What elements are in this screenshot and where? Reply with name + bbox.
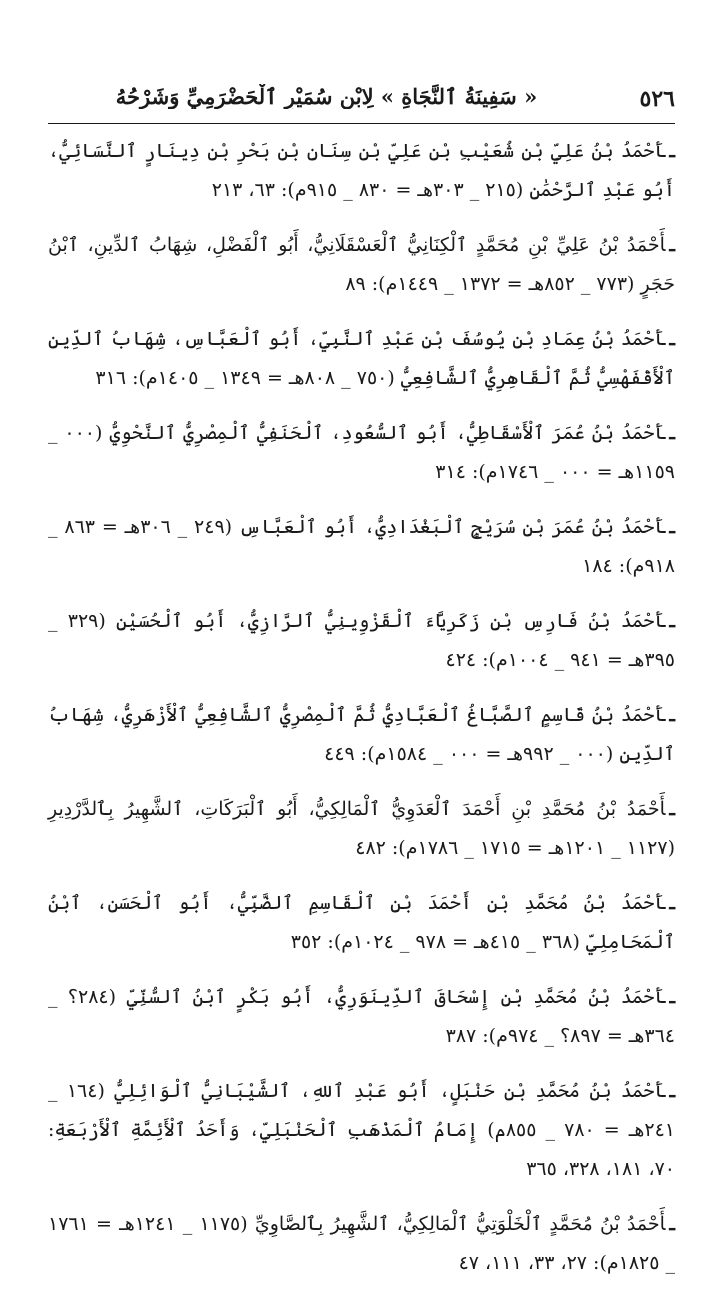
index-entry-text: أَحْمَدُ بْنُ مُحَمَّدِ بْنِ أَحْمَدَ بْنِ ٱلْقَاسِمِ ٱلضَّبِّيُّ، أَبُو ٱلْحَسَنِ، ٱبْنُ ٱلْمَحَامِلِيِّ (٣٦٨ _ ٤١٥هـ = ٩٧٨ _ ١٠٢٤م): ٣٥٢ [48,892,675,953]
index-entry: ـأَحْمَدُ بْنُ فَارِسِ بْنِ زَكَرِيَّاءَ ٱلْقَزْوِينِيُّ ٱلرَّازِيُّ، أَبُو ٱلْحُسَيْنِ (٣٢٩ _ ٣٩٥هـ = ٩٤١ _ ١٠٠٤م): ٤٢٤ [48,610,675,671]
index-entry: ـأَحْمَدُ بْنُ قَاسِمٍ ٱلصَّبَّاغُ ٱلْعَبَّادِيُّ ثُمَّ ٱلْمِصْرِيُّ ٱلشَّافِعِيُّ ٱلْأَزْهَرِيُّ، شِهَابُ ٱلدِّينِ (٠٠٠ _ ٩٩٢هـ = ٠٠٠ _ ١٥٨٤م): ٤٤٩ [48,704,675,765]
index-entry-list [48,132,675,1299]
index-entry-text: أَحْمَدُ بْنُ عَلِيِّ بْنِ مُحَمَّدٍ ٱلْكِنَانِيُّ ٱلْعَسْقَلَانِيُّ، أَبُو ٱلْفَضْلِ، شِهَابُ ٱلدِّينِ، ٱبْنُ حَجَرٍ (٧٧٣ _ ٨٥٢هـ = ١٣٧٢ _ ١٤٤٩م): ٨٩ [48,234,675,295]
index-entry-text: أَحْمَدُ بْنُ قَاسِمٍ ٱلصَّبَّاغُ ٱلْعَبَّادِيُّ ثُمَّ ٱلْمِصْرِيُّ ٱلشَّافِعِيُّ ٱلْأَزْهَرِيُّ، شِهَابُ ٱلدِّينِ (٠٠٠ _ ٩٩٢هـ = ٠٠٠ _ ١٥٨٤م): ٤٤٩ [48,704,675,765]
header-divider [48,123,675,124]
index-entry-text: أَحْمَدُ بْنُ عِمَادِ بْنِ يُوسُفَ بْنِ عَبْدِ ٱلنَّبِيِّ، أَبُو ٱلْعَبَّاسِ، شِهَابُ ٱلدِّينِ ٱلْأَقْفَهْسِيُّ ثُمَّ ٱلْقَاهِرِيُّ ٱلشَّافِعِيُّ (٧٥٠ _ ٨٠٨هـ = ١٣٤٩ _ ١٤٠٥م): ٣١٦ [48,328,675,389]
index-entry-text: أَحْمَدُ بْنُ مُحَمَّدٍ ٱلْخَلْوَتِيُّ ٱلْمَالِكِيُّ، ٱلشَّهِيرُ بِٱلصَّاوِيِّ (١١٧٥ _ ١٢٤١هـ = ١٧٦١ _ ١٨٢٥م): ٢٧، ٣٣، ١١١، ٤٧ [48,1213,675,1274]
index-entry: ـأَحْمَدُ بْنُ مُحَمَّدِ بْنِ أَحْمَدَ بْنِ ٱلْقَاسِمِ ٱلضَّبِّيُّ، أَبُو ٱلْحَسَنِ، ٱبْنُ ٱلْمَحَامِلِيِّ (٣٦٨ _ ٤١٥هـ = ٩٧٨ _ ١٠٢٤م): ٣٥٢ [48,892,675,953]
index-entry-text: أَحْمَدُ بْنُ مُحَمَّدِ بْنِ إِسْحَاقَ ٱلدِّينَوَرِيُّ، أَبُو بَكْرٍ ٱبْنُ ٱلسُّنِّيِّ (٢٨٤؟ _ ٣٦٤هـ = ٨٩٧؟ _ ٩٧٤م): ٣٨٧ [48,986,675,1047]
index-entry: ـأَحْمَدُ بْنُ عُمَرَ ٱلْأَسْقَاطِيُّ، أَبُو ٱلسُّعُودِ، ٱلْحَنَفِيُّ ٱلْمِصْرِيُّ ٱلنَّحْوِيُّ (٠٠٠ _ ١١٥٩هـ = ٠٠٠ _ ١٧٤٦م): ٣١٤ [48,422,675,483]
index-entry-text: أَحْمَدُ بْنُ عَلِيِّ بْنِ شُعَيْبِ بْنِ عَلِيِّ بْنِ سِنَانِ بْنِ بَحْرِ بْنِ دِينَارٍ ٱلنَّسَائِيُّ، أَبُو عَبْدِ ٱلرَّحْمَٰنِ (٢١٥ _ ٣٠٣هـ = ٨٣٠ _ ٩١٥م): ٦٣، ٢١٣ [48,140,675,201]
index-entry: ـأَحْمَدُ بْنُ مُحَمَّدِ بْنِ حَنْبَلٍ، أَبُو عَبْدِ ٱللهِ، ٱلشَّيْبَانِيُّ ٱلْوَائِلِيُّ (١٦٤ _ ٢٤١هـ = ٧٨٠ _ ٨٥٥م) إِمَامُ ٱلْمَذْهَبِ ٱلْحَنْبَلِيِّ، وَأَحَدُ ٱلْأَئِمَّةِ ٱلْأَرْبَعَةِ: ٧٠، ١٨١، ٣٢٨، ٣٦٥ [48,1080,676,1180]
index-entry: ـأَحْمَدُ بْنُ مُحَمَّدِ بْنِ أَحْمَدَ ٱلْعَدَوِيُّ ٱلْمَالِكِيُّ، أَبُو ٱلْبَرَكَاتِ، ٱلشَّهِيرُ بِٱلدَّرْدِيرِ (١١٢٧ _ ١٢٠١هـ = ١٧١٥ _ ١٧٨٦م): ٤٨٢ [48,798,675,859]
index-entry-text: أَحْمَدُ بْنُ مُحَمَّدِ بْنِ حَنْبَلٍ، أَبُو عَبْدِ ٱللهِ، ٱلشَّيْبَانِيُّ ٱلْوَائِلِيُّ (١٦٤ _ ٢٤١هـ = ٧٨٠ _ ٨٥٥م) إِمَامُ ٱلْمَذْهَبِ ٱلْحَنْبَلِيِّ، وَأَحَدُ ٱلْأَئِمَّةِ ٱلْأَرْبَعَةِ: ٧٠، ١٨١، ٣٢٨، ٣٦٥ [48,1080,675,1180]
index-entry-text: أَحْمَدُ بْنُ عُمَرَ بْنِ سُرَيْجٍ ٱلْبَغْدَادِيُّ، أَبُو ٱلْعَبَّاسِ (٢٤٩ _ ٣٠٦هـ = ٨٦٣ _ ٩١٨م): ١٨٤ [48,516,675,577]
index-entry: ـأَحْمَدُ بْنُ مُحَمَّدٍ ٱلْخَلْوَتِيُّ ٱلْمَالِكِيُّ، ٱلشَّهِيرُ بِٱلصَّاوِيِّ (١١٧٥ _ ١٢٤١هـ = ١٧٦١ _ ١٨٢٥م): ٢٧، ٣٣، ١١١، ٤٧ [48,1213,675,1274]
index-entry: ـأَحْمَدُ بْنُ عِمَادِ بْنِ يُوسُفَ بْنِ عَبْدِ ٱلنَّبِيِّ، أَبُو ٱلْعَبَّاسِ، شِهَابُ ٱلدِّينِ ٱلْأَقْفَهْسِيُّ ثُمَّ ٱلْقَاهِرِيُّ ٱلشَّافِعِيُّ (٧٥٠ _ ٨٠٨هـ = ١٣٤٩ _ ١٤٠٥م): ٣١٦ [48,328,675,389]
running-header [48,80,675,120]
index-entry: ـأَحْمَدُ بْنُ عُمَرَ بْنِ سُرَيْجٍ ٱلْبَغْدَادِيُّ، أَبُو ٱلْعَبَّاسِ (٢٤٩ _ ٣٠٦هـ = ٨٦٣ _ ٩١٨م): ١٨٤ [48,516,675,577]
page-number: ٥٢٦ [639,86,675,112]
index-entry: ـأَحْمَدُ بْنُ مُحَمَّدِ بْنِ إِسْحَاقَ ٱلدِّينَوَرِيُّ، أَبُو بَكْرٍ ٱبْنُ ٱلسُّنِّيِّ (٢٨٤؟ _ ٣٦٤هـ = ٨٩٧؟ _ ٩٧٤م): ٣٨٧ [48,986,676,1047]
index-entry-text: أَحْمَدُ بْنُ فَارِسِ بْنِ زَكَرِيَّاءَ ٱلْقَزْوِينِيُّ ٱلرَّازِيُّ، أَبُو ٱلْحُسَيْنِ (٣٢٩ _ ٣٩٥هـ = ٩٤١ _ ١٠٠٤م): ٤٢٤ [48,610,675,671]
index-entry-text: أَحْمَدُ بْنُ مُحَمَّدِ بْنِ أَحْمَدَ ٱلْعَدَوِيُّ ٱلْمَالِكِيُّ، أَبُو ٱلْبَرَكَاتِ، ٱلشَّهِيرُ بِٱلدَّرْدِيرِ (١١٢٧ _ ١٢٠١هـ = ١٧١٥ _ ١٧٨٦م): ٤٨٢ [48,798,675,859]
book-title: « سَفِينَةُ ٱلنَّجَاةِ » لِابْنِ سُمَيْرٍ ٱلْحَضْرَمِيِّ وَشَرْحُهُ [115,84,538,109]
index-entry-text: أَحْمَدُ بْنُ عُمَرَ ٱلْأَسْقَاطِيُّ، أَبُو ٱلسُّعُودِ، ٱلْحَنَفِيُّ ٱلْمِصْرِيُّ ٱلنَّحْوِيُّ (٠٠٠ _ ١١٥٩هـ = ٠٠٠ _ ١٧٤٦م): ٣١٤ [48,422,675,483]
index-entry: ـأَحْمَدُ بْنُ عَلِيِّ بْنِ شُعَيْبِ بْنِ عَلِيِّ بْنِ سِنَانِ بْنِ بَحْرِ بْنِ دِينَارٍ ٱلنَّسَائِيُّ، أَبُو عَبْدِ ٱلرَّحْمَٰنِ (٢١٥ _ ٣٠٣هـ = ٨٣٠ _ ٩١٥م): ٦٣، ٢١٣ [48,140,675,201]
index-entry: ـأَحْمَدُ بْنُ عَلِيِّ بْنِ مُحَمَّدٍ ٱلْكِنَانِيُّ ٱلْعَسْقَلَانِيُّ، أَبُو ٱلْفَضْلِ، شِهَابُ ٱلدِّينِ، ٱبْنُ حَجَرٍ (٧٧٣ _ ٨٥٢هـ = ١٣٧٢ _ ١٤٤٩م): ٨٩ [48,234,675,295]
